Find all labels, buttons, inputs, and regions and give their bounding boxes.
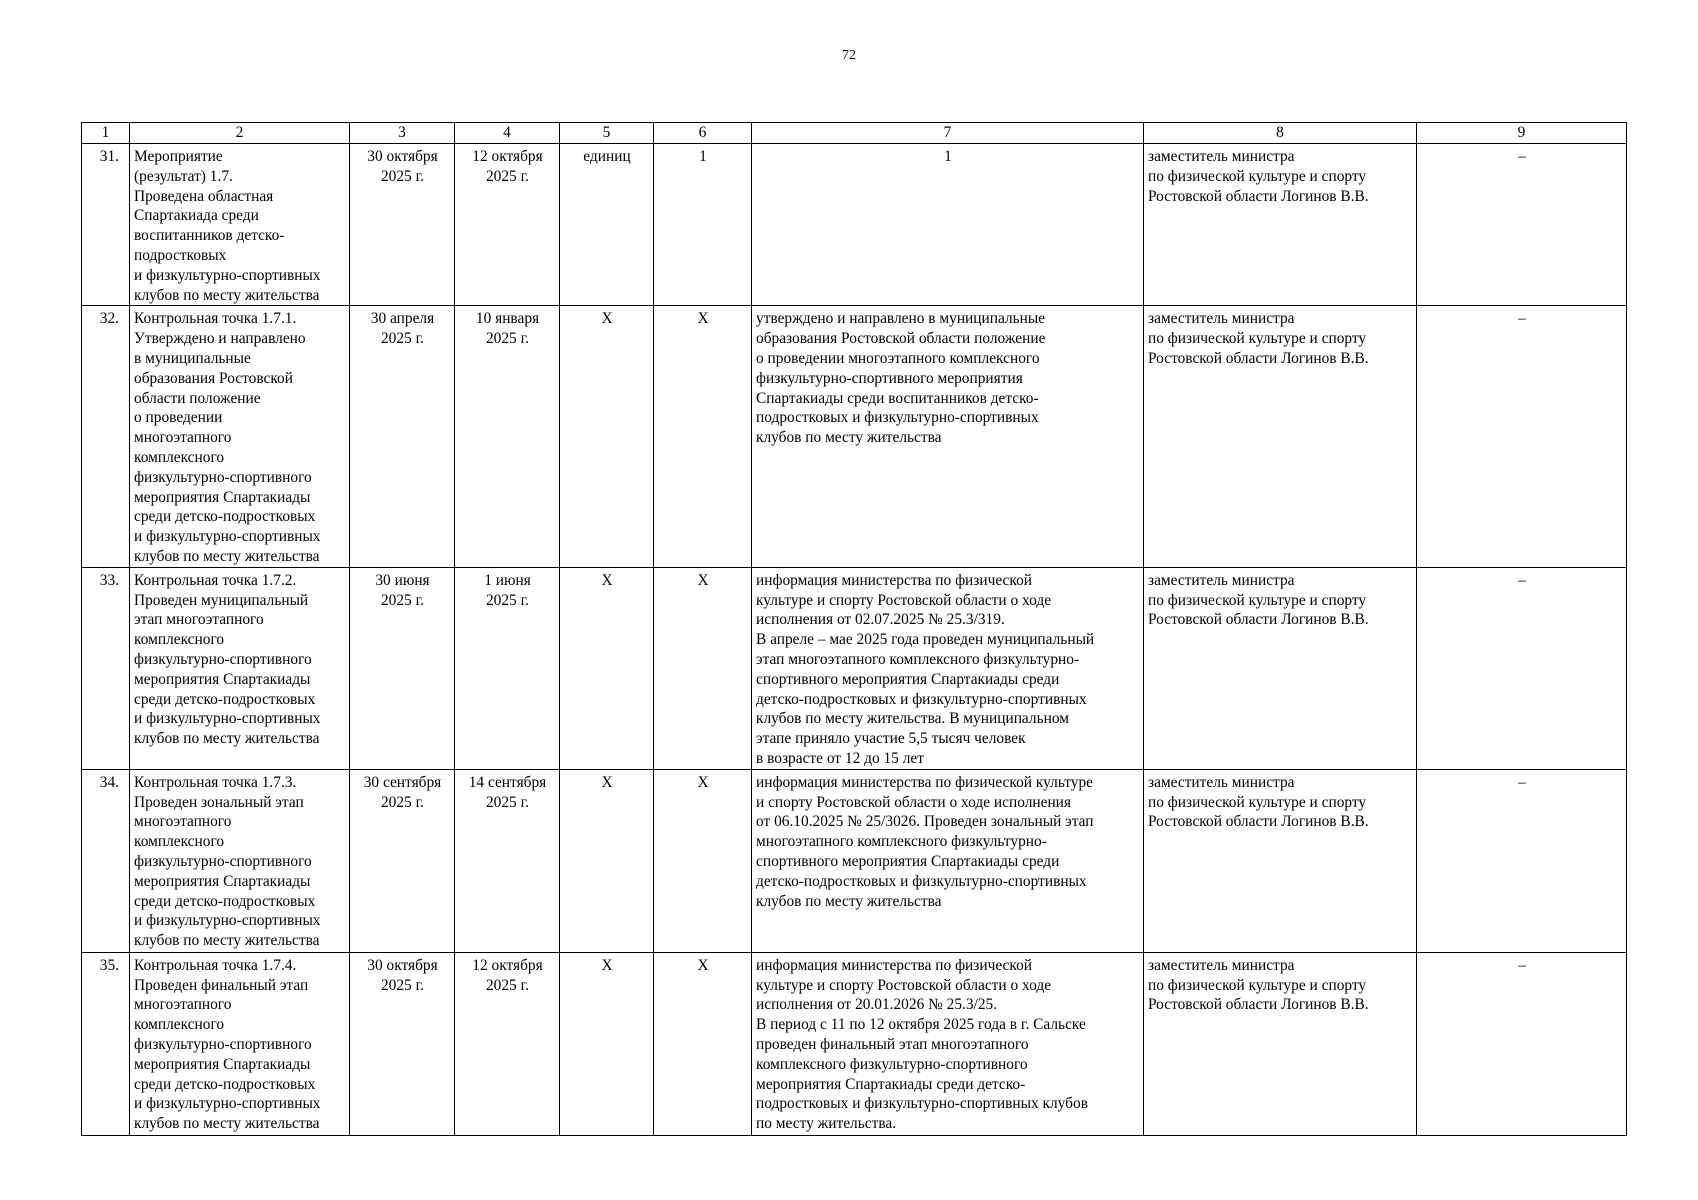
fact-info-cell: информация министерства по физической культуре и спорту Ростовской области о ходе исполнения от 06.10.2025 № 25/3026. Проведен зональный этап многоэтапного комплексного физкультурно- спортивного мероприятия Спартакиады среди детско-подростковых и физкультурно-спортивных клубов по месту жительства [752,769,1144,952]
fact-info-cell: информация министерства по физической культуре и спорту Ростовской области о ходе исполнения от 20.01.2026 № 25.3/25. В период с 11 по 12 октября 2025 года в г. Сальске проведен финальный этап многоэтапного комплексного физкультурно-спортивного мероприятия Спартакиады среди детско- подростковых и физкультурно-спортивных клубов по месту жительства. [752,952,1144,1135]
row-number: 35. [82,952,130,1135]
responsible-cell: заместитель министра по физической культуре и спорту Ростовской области Логинов В.В. [1144,952,1417,1135]
fact-info-cell: утверждено и направлено в муниципальные образования Ростовской области положение о проведении многоэтапного комплексного физкультурно-спортивного мероприятия Спартакиады среди воспитанников детско- подростковых и физкультурно-спортивных клубов по месту жительства [752,306,1144,567]
note-cell: – [1417,306,1627,567]
responsible-cell: заместитель министра по физической культуре и спорту Ростовской области Логинов В.В. [1144,567,1417,769]
fact-info-cell: 1 [752,144,1144,306]
responsible-cell: заместитель министра по физической культуре и спорту Ростовской области Логинов В.В. [1144,769,1417,952]
note-cell: – [1417,769,1627,952]
note-cell: – [1417,144,1627,306]
actual-date: 12 октября 2025 г. [455,144,560,306]
unit-cell: Х [560,769,654,952]
unit-cell: единиц [560,144,654,306]
responsible-cell: заместитель министра по физической культуре и спорту Ростовской области Логинов В.В. [1144,144,1417,306]
table-row [82,567,1627,769]
column-header: 2 [130,123,350,144]
table-row [82,306,1627,567]
page-number: 72 [842,48,856,63]
planned-date: 30 июня 2025 г. [350,567,455,769]
row-number: 34. [82,769,130,952]
row-number: 32. [82,306,130,567]
unit-cell: Х [560,567,654,769]
column-header: 1 [82,123,130,144]
fact-info-cell: информация министерства по физической культуре и спорту Ростовской области о ходе исполнения от 02.07.2025 № 25.3/319. В апреле – мае 2025 года проведен муниципальный этап многоэтапного комплексного физкультурно- спортивного мероприятия Спартакиады среди детско-подростковых и физкультурно-спортивных клубов по месту жительства. В муниципальном этапе приняло участие 5,5 тысяч человек в возрасте от 12 до 15 лет [752,567,1144,769]
unit-cell: Х [560,306,654,567]
row-number: 31. [82,144,130,306]
column-header: 4 [455,123,560,144]
column-header: 5 [560,123,654,144]
note-cell: – [1417,567,1627,769]
table-row [82,952,1627,1135]
column-header: 3 [350,123,455,144]
responsible-cell: заместитель министра по физической культуре и спорту Ростовской области Логинов В.В. [1144,306,1417,567]
plan-value-cell: Х [654,952,752,1135]
table-row [82,769,1627,952]
column-header: 6 [654,123,752,144]
unit-cell: Х [560,952,654,1135]
note-cell: – [1417,952,1627,1135]
planned-date: 30 октября 2025 г. [350,144,455,306]
plan-value-cell: 1 [654,144,752,306]
event-title: Контрольная точка 1.7.4. Проведен финальный этап многоэтапного комплексного физкультурно-спортивного мероприятия Спартакиады среди детско-подростковых и физкультурно-спортивных клубов по месту жительства [130,952,350,1135]
event-title: Мероприятие (результат) 1.7. Проведена областная Спартакиада среди воспитанников детско- подростковых и физкультурно-спортивных клубов по месту жительства [130,144,350,306]
column-header: 7 [752,123,1144,144]
planned-date: 30 сентября 2025 г. [350,769,455,952]
plan-value-cell: Х [654,306,752,567]
table-row [82,144,1627,306]
report-table [81,122,1627,1136]
actual-date: 14 сентября 2025 г. [455,769,560,952]
event-title: Контрольная точка 1.7.1. Утверждено и направлено в муниципальные образования Ростовской области положение о проведении многоэтапного комплексного физкультурно-спортивного мероприятия Спартакиады среди детско-подростковых и физкультурно-спортивных клубов по месту жительства [130,306,350,567]
event-title: Контрольная точка 1.7.2. Проведен муниципальный этап многоэтапного комплексного физкультурно-спортивного мероприятия Спартакиады среди детско-подростковых и физкультурно-спортивных клубов по месту жительства [130,567,350,769]
actual-date: 12 октября 2025 г. [455,952,560,1135]
column-header: 8 [1144,123,1417,144]
column-number-row [82,123,1627,144]
plan-value-cell: Х [654,567,752,769]
actual-date: 10 января 2025 г. [455,306,560,567]
planned-date: 30 октября 2025 г. [350,952,455,1135]
planned-date: 30 апреля 2025 г. [350,306,455,567]
event-title: Контрольная точка 1.7.3. Проведен зональный этап многоэтапного комплексного физкультурно-спортивного мероприятия Спартакиады среди детско-подростковых и физкультурно-спортивных клубов по месту жительства [130,769,350,952]
actual-date: 1 июня 2025 г. [455,567,560,769]
row-number: 33. [82,567,130,769]
column-header: 9 [1417,123,1627,144]
plan-value-cell: Х [654,769,752,952]
